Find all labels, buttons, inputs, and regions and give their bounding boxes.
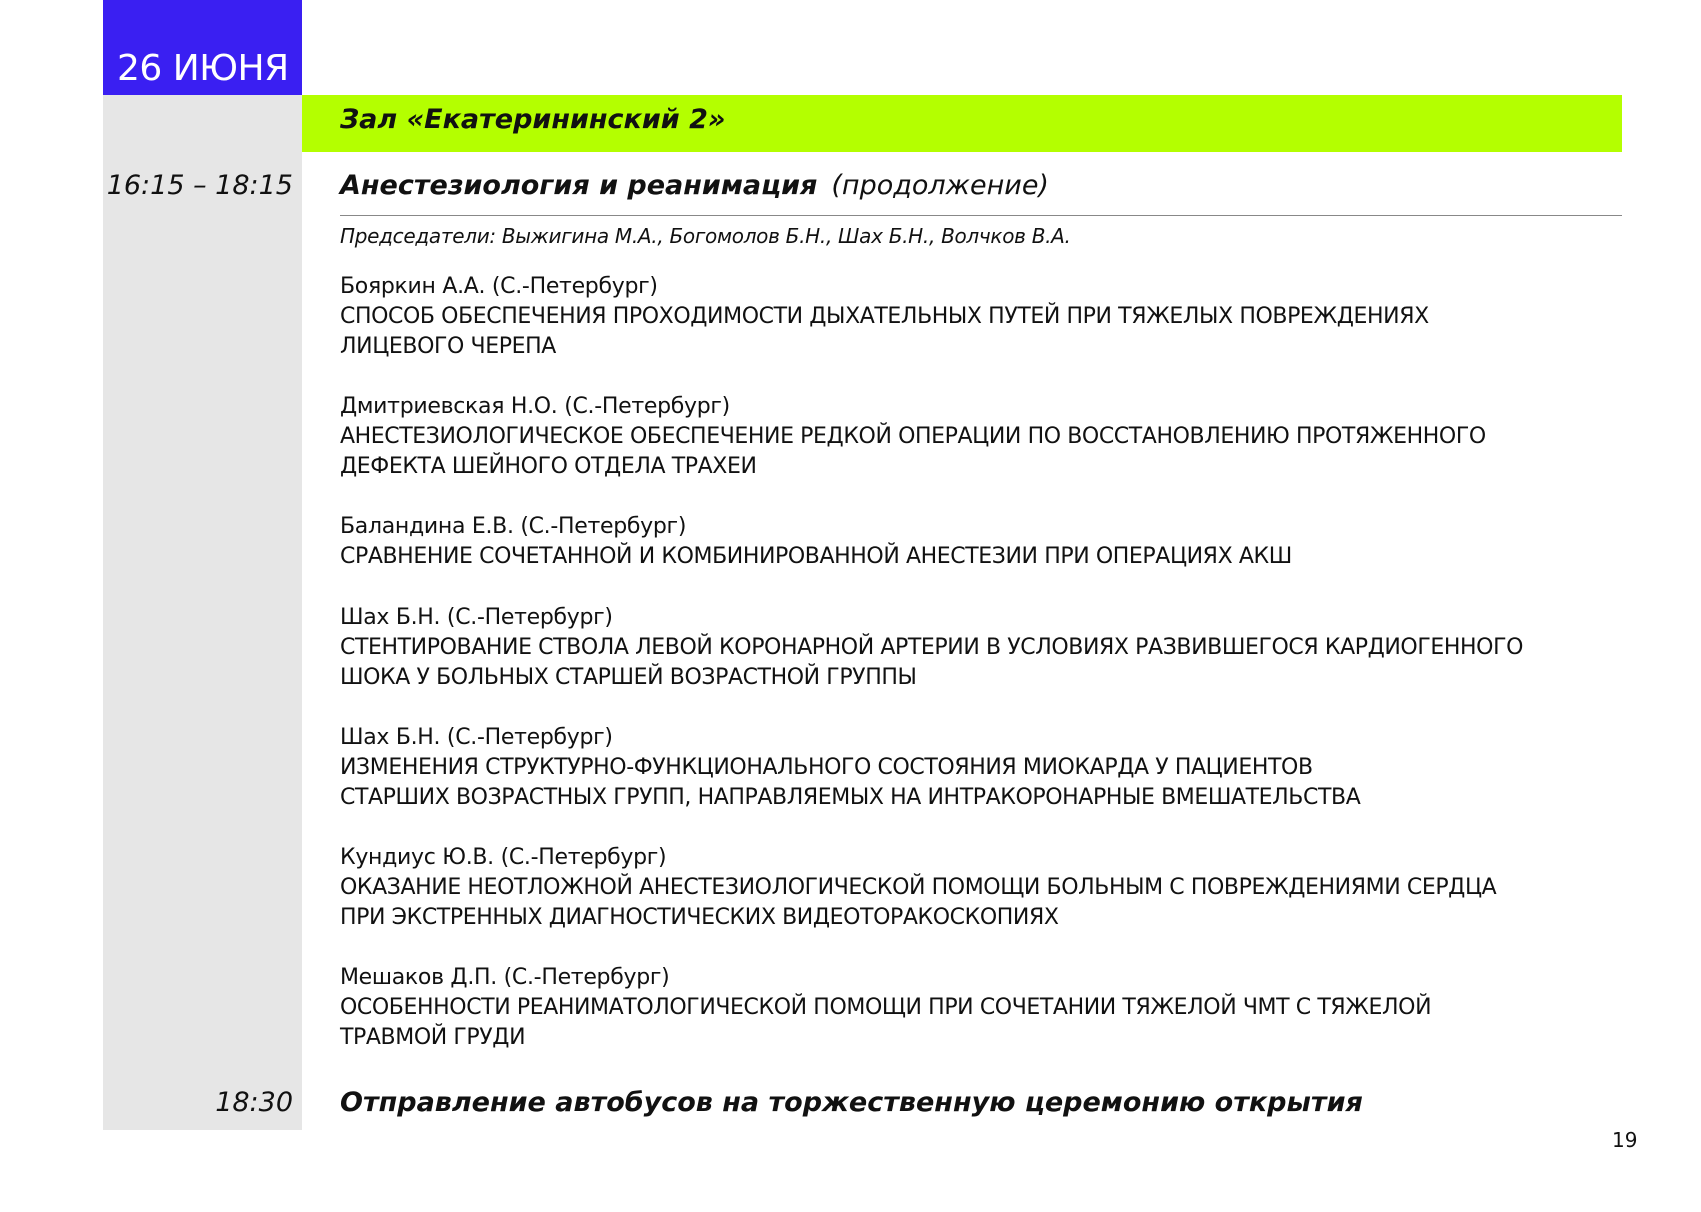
final-event-title: Отправление автобусов на торжественную церемонию открытия (340, 1087, 1363, 1118)
talk-item (340, 603, 1640, 693)
talk-author: Баландина Е.В. (С.-Петербург) (340, 514, 687, 539)
talk-author: Шах Б.Н. (С.-Петербург) (340, 605, 613, 630)
session-heading (340, 170, 1049, 201)
talk-title-line: ТРАВМОЙ ГРУДИ (340, 1025, 526, 1050)
talk-title-line: СРАВНЕНИЕ СОЧЕТАННОЙ И КОМБИНИРОВАННОЙ АНЕСТЕЗИИ ПРИ ОПЕРАЦИЯХ АКШ (340, 544, 1292, 569)
talk-item (340, 392, 1640, 482)
talk-title-line: СТАРШИХ ВОЗРАСТНЫХ ГРУПП, НАПРАВЛЯЕМЫХ НА ИНТРАКОРОНАРНЫЕ ВМЕШАТЕЛЬСТВА (340, 785, 1361, 810)
hall-title: Зал «Екатерининский 2» (340, 104, 726, 135)
page-number: 19 (1612, 1128, 1638, 1152)
talk-title-line: ИЗМЕНЕНИЯ СТРУКТУРНО-ФУНКЦИОНАЛЬНОГО СОСТОЯНИЯ МИОКАРДА У ПАЦИЕНТОВ (340, 755, 1313, 780)
talk-author: Мешаков Д.П. (С.-Петербург) (340, 965, 670, 990)
talk-item (340, 723, 1640, 813)
talk-title-line: АНЕСТЕЗИОЛОГИЧЕСКОЕ ОБЕСПЕЧЕНИЕ РЕДКОЙ ОПЕРАЦИИ ПО ВОССТАНОВЛЕНИЮ ПРОТЯЖЕННОГО (340, 424, 1486, 449)
talk-title-line: ШОКА У БОЛЬНЫХ СТАРШЕЙ ВОЗРАСТНОЙ ГРУППЫ (340, 665, 917, 690)
talk-author: Кундиус Ю.В. (С.-Петербург) (340, 845, 667, 870)
date-label: 26 ИЮНЯ (117, 48, 289, 89)
talk-author: Бояркин А.А. (С.-Петербург) (340, 274, 658, 299)
session-chairs: Председатели: Выжигина М.А., Богомолов Б.Н., Шах Б.Н., Волчков В.А. (340, 224, 1071, 248)
talk-title-line: СТЕНТИРОВАНИЕ СТВОЛА ЛЕВОЙ КОРОНАРНОЙ АРТЕРИИ В УСЛОВИЯХ РАЗВИВШЕГОСЯ КАРДИОГЕННОГО (340, 635, 1523, 660)
talk-title-line: ОСОБЕННОСТИ РЕАНИМАТОЛОГИЧЕСКОЙ ПОМОЩИ ПРИ СОЧЕТАНИИ ТЯЖЕЛОЙ ЧМТ С ТЯЖЕЛОЙ (340, 995, 1432, 1020)
talk-title-line: ПРИ ЭКСТРЕННЫХ ДИАГНОСТИЧЕСКИХ ВИДЕОТОРАКОСКОПИЯХ (340, 905, 1059, 930)
talk-title-line: ДЕФЕКТА ШЕЙНОГО ОТДЕЛА ТРАХЕИ (340, 454, 757, 479)
session-title: Анестезиология и реанимация (340, 170, 818, 201)
talk-item (340, 272, 1640, 362)
talk-item (340, 512, 1640, 572)
talk-title-line: СПОСОБ ОБЕСПЕЧЕНИЯ ПРОХОДИМОСТИ ДЫХАТЕЛЬНЫХ ПУТЕЙ ПРИ ТЯЖЕЛЫХ ПОВРЕЖДЕНИЯХ (340, 304, 1429, 329)
session-subtitle: (продолжение) (831, 170, 1049, 201)
talk-title-line: ОКАЗАНИЕ НЕОТЛОЖНОЙ АНЕСТЕЗИОЛОГИЧЕСКОЙ ПОМОЩИ БОЛЬНЫМ С ПОВРЕЖДЕНИЯМИ СЕРДЦА (340, 875, 1497, 900)
talk-item (340, 843, 1640, 933)
section-divider (340, 215, 1622, 216)
talk-author: Шах Б.Н. (С.-Петербург) (340, 725, 613, 750)
session-time: 16:15 – 18:15 (106, 170, 293, 201)
final-event-time: 18:30 (215, 1087, 293, 1118)
talk-title-line: ЛИЦЕВОГО ЧЕРЕПА (340, 334, 556, 359)
talk-item (340, 963, 1640, 1053)
talk-author: Дмитриевская Н.О. (С.-Петербург) (340, 394, 730, 419)
